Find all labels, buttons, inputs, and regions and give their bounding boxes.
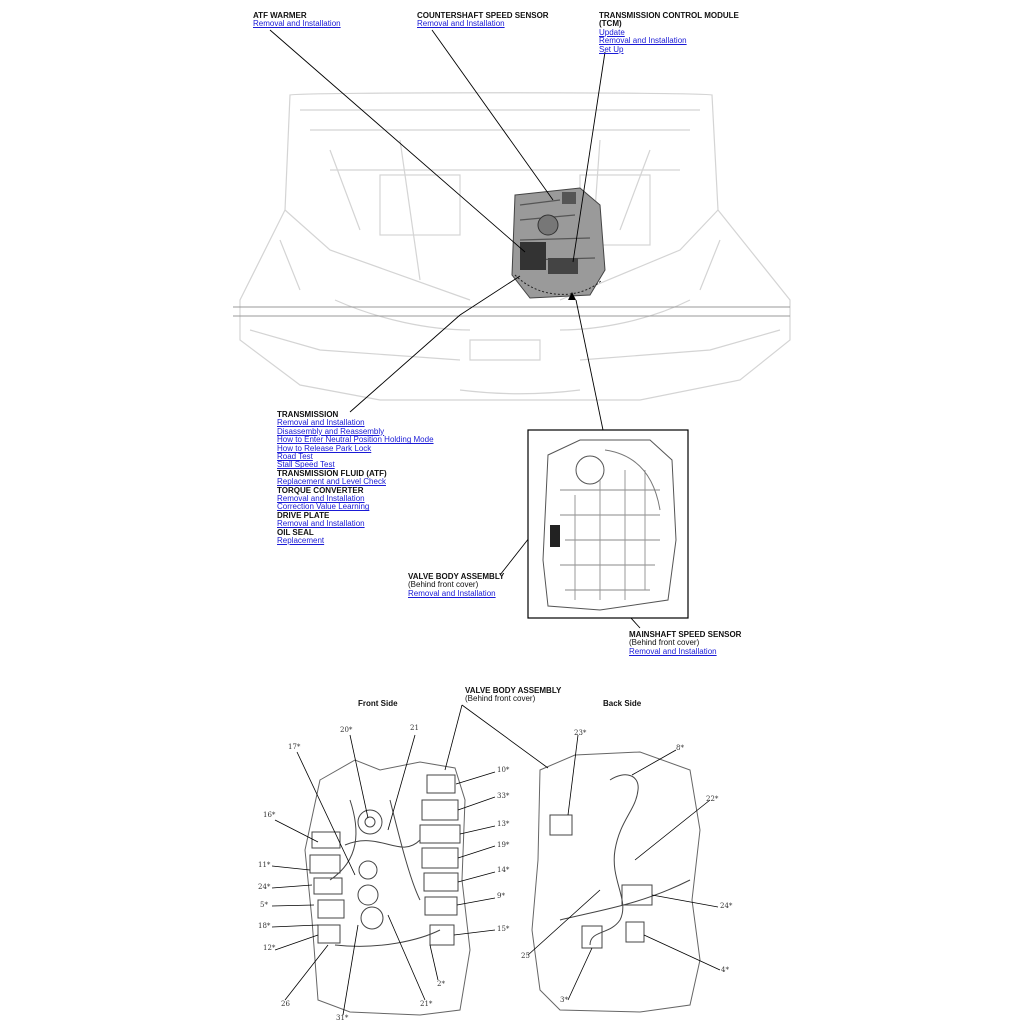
mainshaft-title: MAINSHAFT SPEED SENSOR (629, 630, 742, 639)
torque-converter-removal-link[interactable]: Removal and Installation (277, 494, 365, 504)
callout-number: 14* (497, 866, 510, 874)
callout-number: 23* (574, 729, 587, 737)
callout-number: 18* (258, 922, 271, 930)
callout-number: 3* (560, 996, 568, 1004)
transmission-title: TRANSMISSION (277, 410, 339, 419)
tcm-setup-link[interactable]: Set Up (599, 44, 624, 54)
tcm-removal-link[interactable]: Removal and Installation (599, 36, 687, 46)
transmission-unit (512, 188, 605, 298)
callout-number: 21* (420, 1000, 433, 1008)
callout-number: 4* (721, 966, 729, 974)
callout-number: 8* (676, 744, 684, 752)
callout-number: 16* (263, 811, 276, 819)
countershaft-removal-link[interactable]: Removal and Installation (417, 19, 505, 29)
mainshaft-callout (629, 631, 741, 656)
transmission-removal-link[interactable]: Removal and Installation (277, 418, 365, 428)
callout-number: 15* (497, 925, 510, 933)
stall-speed-link[interactable]: Stall Speed Test (277, 460, 335, 470)
tcm-title: TRANSMISSION CONTROL MODULE (599, 11, 739, 20)
callout-number: 19* (497, 841, 510, 849)
drive-plate-removal-link[interactable]: Removal and Installation (277, 519, 365, 529)
callout-number: 11* (258, 861, 271, 869)
road-test-link[interactable]: Road Test (277, 452, 313, 462)
valve-body-title: VALVE BODY ASSEMBLY (408, 572, 505, 581)
lower-leader-lines (272, 705, 720, 1015)
callout-number: 24* (258, 883, 271, 891)
lower-valve-body-callout (465, 687, 561, 704)
valve-body-removal-link[interactable]: Removal and Installation (408, 588, 496, 598)
park-lock-link[interactable]: How to Release Park Lock (277, 443, 372, 453)
atf-title: TRANSMISSION FLUID (ATF) (277, 468, 387, 478)
callout-number: 10* (497, 766, 510, 774)
atf-warmer-title: ATF WARMER (253, 11, 307, 20)
neutral-holding-link[interactable]: How to Enter Neutral Position Holding Mode (277, 435, 434, 445)
callout-number: 2* (437, 980, 445, 988)
callout-number: 22* (706, 795, 719, 803)
transmission-callout (277, 411, 434, 546)
valve-body-note: (Behind front cover) (408, 580, 479, 590)
oil-seal-title: OIL SEAL (277, 527, 314, 537)
callout-number: 26 (281, 1000, 290, 1008)
inset-valve-body (528, 430, 688, 618)
mainshaft-removal-link[interactable]: Removal and Installation (629, 646, 717, 656)
callout-number: 21 (410, 724, 419, 732)
tcm-callout (599, 12, 739, 54)
callout-number: 9* (497, 892, 505, 900)
countershaft-title: COUNTERSHAFT SPEED SENSOR (417, 11, 549, 20)
front-side-drawing (305, 760, 470, 1015)
callout-number: 12* (263, 944, 276, 952)
lower-valve-body-note: (Behind front cover) (465, 694, 536, 704)
callout-number: 24* (720, 902, 733, 910)
callout-number: 25 (521, 952, 530, 960)
callout-number: 20* (340, 726, 353, 734)
tcm-update-link[interactable]: Update (599, 27, 625, 37)
drive-plate-title: DRIVE PLATE (277, 510, 330, 520)
callout-number: 17* (288, 743, 301, 751)
valve-body-callout (408, 573, 504, 598)
callout-number: 31* (336, 1014, 349, 1022)
callout-number: 33* (497, 792, 510, 800)
section-divider (233, 307, 790, 316)
correction-value-link[interactable]: Correction Value Learning (277, 502, 370, 512)
oil-seal-replacement-link[interactable]: Replacement (277, 536, 325, 546)
callout-number: 5* (260, 901, 268, 909)
countershaft-callout (417, 12, 549, 29)
back-side-drawing (532, 752, 700, 1012)
transmission-disassembly-link[interactable]: Disassembly and Reassembly (277, 426, 385, 436)
mainshaft-note: (Behind front cover) (629, 638, 700, 648)
front-side-label: Front Side (358, 699, 398, 708)
tcm-title-abbr: (TCM) (599, 19, 622, 29)
torque-converter-title: TORQUE CONVERTER (277, 485, 364, 495)
atf-warmer-removal-link[interactable]: Removal and Installation (253, 19, 341, 29)
atf-warmer-callout (253, 12, 341, 29)
atf-replacement-link[interactable]: Replacement and Level Check (277, 477, 386, 487)
callout-number: 13* (497, 820, 510, 828)
back-side-label: Back Side (603, 699, 642, 708)
lower-valve-body-title: VALVE BODY ASSEMBLY (465, 686, 562, 695)
